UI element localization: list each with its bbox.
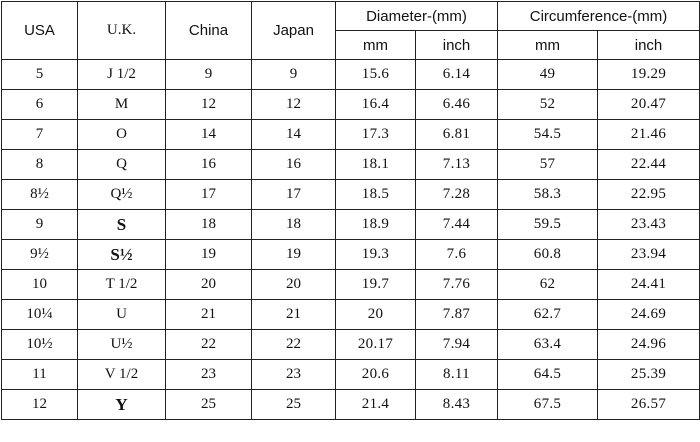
cell-circumference-mm: 58.3 bbox=[498, 180, 598, 210]
cell-japan: 20 bbox=[252, 270, 336, 300]
cell-circumference-inch: 23.43 bbox=[598, 210, 700, 240]
cell-china: 12 bbox=[166, 90, 252, 120]
cell-circumference-inch: 25.39 bbox=[598, 360, 700, 390]
cell-china: 21 bbox=[166, 300, 252, 330]
cell-china: 20 bbox=[166, 270, 252, 300]
ring-size-table bbox=[1, 1, 700, 420]
table-header bbox=[2, 2, 700, 60]
cell-circumference-inch: 24.96 bbox=[598, 330, 700, 360]
cell-circumference-inch: 20.47 bbox=[598, 90, 700, 120]
table-row bbox=[2, 150, 700, 180]
cell-uk: S½ bbox=[78, 240, 166, 270]
cell-uk: U½ bbox=[78, 330, 166, 360]
cell-diameter-mm: 20.6 bbox=[336, 360, 416, 390]
cell-usa: 6 bbox=[2, 90, 78, 120]
cell-diameter-inch: 7.44 bbox=[416, 210, 498, 240]
cell-circumference-inch: 24.41 bbox=[598, 270, 700, 300]
header-china: China bbox=[166, 2, 252, 60]
cell-usa: 9½ bbox=[2, 240, 78, 270]
cell-japan: 18 bbox=[252, 210, 336, 240]
cell-usa: 11 bbox=[2, 360, 78, 390]
header-circumference-inch: inch bbox=[598, 31, 700, 60]
cell-uk: S bbox=[78, 210, 166, 240]
cell-circumference-mm: 49 bbox=[498, 60, 598, 90]
cell-china: 25 bbox=[166, 390, 252, 420]
table-body bbox=[2, 60, 700, 420]
cell-japan: 9 bbox=[252, 60, 336, 90]
cell-diameter-mm: 15.6 bbox=[336, 60, 416, 90]
cell-uk: Y bbox=[78, 390, 166, 420]
table-row bbox=[2, 180, 700, 210]
cell-circumference-mm: 60.8 bbox=[498, 240, 598, 270]
cell-diameter-inch: 8.11 bbox=[416, 360, 498, 390]
cell-uk: J 1/2 bbox=[78, 60, 166, 90]
cell-diameter-inch: 7.94 bbox=[416, 330, 498, 360]
table-row bbox=[2, 330, 700, 360]
table-row bbox=[2, 60, 700, 90]
cell-uk: T 1/2 bbox=[78, 270, 166, 300]
cell-circumference-inch: 26.57 bbox=[598, 390, 700, 420]
cell-circumference-inch: 19.29 bbox=[598, 60, 700, 90]
cell-circumference-mm: 64.5 bbox=[498, 360, 598, 390]
cell-japan: 22 bbox=[252, 330, 336, 360]
table-row bbox=[2, 270, 700, 300]
cell-uk: V 1/2 bbox=[78, 360, 166, 390]
cell-diameter-inch: 6.46 bbox=[416, 90, 498, 120]
cell-japan: 19 bbox=[252, 240, 336, 270]
cell-circumference-mm: 59.5 bbox=[498, 210, 598, 240]
cell-diameter-inch: 7.6 bbox=[416, 240, 498, 270]
cell-china: 14 bbox=[166, 120, 252, 150]
cell-circumference-inch: 21.46 bbox=[598, 120, 700, 150]
cell-usa: 9 bbox=[2, 210, 78, 240]
cell-usa: 10½ bbox=[2, 330, 78, 360]
cell-diameter-inch: 7.76 bbox=[416, 270, 498, 300]
cell-diameter-inch: 6.14 bbox=[416, 60, 498, 90]
cell-usa: 8 bbox=[2, 150, 78, 180]
cell-diameter-mm: 16.4 bbox=[336, 90, 416, 120]
cell-china: 9 bbox=[166, 60, 252, 90]
cell-diameter-inch: 7.13 bbox=[416, 150, 498, 180]
cell-uk: U bbox=[78, 300, 166, 330]
cell-diameter-mm: 19.3 bbox=[336, 240, 416, 270]
cell-japan: 14 bbox=[252, 120, 336, 150]
cell-diameter-inch: 7.28 bbox=[416, 180, 498, 210]
header-uk: U.K. bbox=[78, 2, 166, 60]
cell-circumference-mm: 62.7 bbox=[498, 300, 598, 330]
cell-diameter-mm: 19.7 bbox=[336, 270, 416, 300]
cell-china: 23 bbox=[166, 360, 252, 390]
table-row bbox=[2, 240, 700, 270]
cell-circumference-mm: 54.5 bbox=[498, 120, 598, 150]
cell-japan: 17 bbox=[252, 180, 336, 210]
cell-diameter-mm: 17.3 bbox=[336, 120, 416, 150]
cell-china: 22 bbox=[166, 330, 252, 360]
table-row bbox=[2, 90, 700, 120]
cell-circumference-mm: 63.4 bbox=[498, 330, 598, 360]
header-diameter-inch: inch bbox=[416, 31, 498, 60]
cell-usa: 8½ bbox=[2, 180, 78, 210]
table-row bbox=[2, 210, 700, 240]
table-row bbox=[2, 390, 700, 420]
header-japan: Japan bbox=[252, 2, 336, 60]
cell-china: 19 bbox=[166, 240, 252, 270]
cell-circumference-inch: 23.94 bbox=[598, 240, 700, 270]
table-row bbox=[2, 300, 700, 330]
cell-usa: 10 bbox=[2, 270, 78, 300]
cell-circumference-inch: 24.69 bbox=[598, 300, 700, 330]
cell-circumference-inch: 22.95 bbox=[598, 180, 700, 210]
cell-diameter-mm: 18.5 bbox=[336, 180, 416, 210]
cell-diameter-mm: 21.4 bbox=[336, 390, 416, 420]
cell-uk: Q bbox=[78, 150, 166, 180]
cell-usa: 5 bbox=[2, 60, 78, 90]
header-diameter: Diameter-(mm) bbox=[336, 2, 498, 31]
cell-diameter-inch: 8.43 bbox=[416, 390, 498, 420]
cell-usa: 10¼ bbox=[2, 300, 78, 330]
cell-uk: M bbox=[78, 90, 166, 120]
cell-diameter-inch: 6.81 bbox=[416, 120, 498, 150]
cell-usa: 12 bbox=[2, 390, 78, 420]
header-usa: USA bbox=[2, 2, 78, 60]
cell-japan: 21 bbox=[252, 300, 336, 330]
header-diameter-mm: mm bbox=[336, 31, 416, 60]
cell-uk: O bbox=[78, 120, 166, 150]
cell-diameter-mm: 20 bbox=[336, 300, 416, 330]
cell-diameter-mm: 18.9 bbox=[336, 210, 416, 240]
cell-circumference-mm: 67.5 bbox=[498, 390, 598, 420]
table-row bbox=[2, 360, 700, 390]
cell-diameter-inch: 7.87 bbox=[416, 300, 498, 330]
cell-china: 18 bbox=[166, 210, 252, 240]
cell-diameter-mm: 18.1 bbox=[336, 150, 416, 180]
header-circumference-mm: mm bbox=[498, 31, 598, 60]
cell-uk: Q½ bbox=[78, 180, 166, 210]
cell-china: 17 bbox=[166, 180, 252, 210]
cell-china: 16 bbox=[166, 150, 252, 180]
cell-circumference-mm: 62 bbox=[498, 270, 598, 300]
cell-circumference-mm: 52 bbox=[498, 90, 598, 120]
cell-diameter-mm: 20.17 bbox=[336, 330, 416, 360]
cell-japan: 12 bbox=[252, 90, 336, 120]
cell-circumference-mm: 57 bbox=[498, 150, 598, 180]
cell-japan: 25 bbox=[252, 390, 336, 420]
cell-circumference-inch: 22.44 bbox=[598, 150, 700, 180]
cell-usa: 7 bbox=[2, 120, 78, 150]
table-row bbox=[2, 120, 700, 150]
cell-japan: 16 bbox=[252, 150, 336, 180]
cell-japan: 23 bbox=[252, 360, 336, 390]
header-circumference: Circumference-(mm) bbox=[498, 2, 700, 31]
